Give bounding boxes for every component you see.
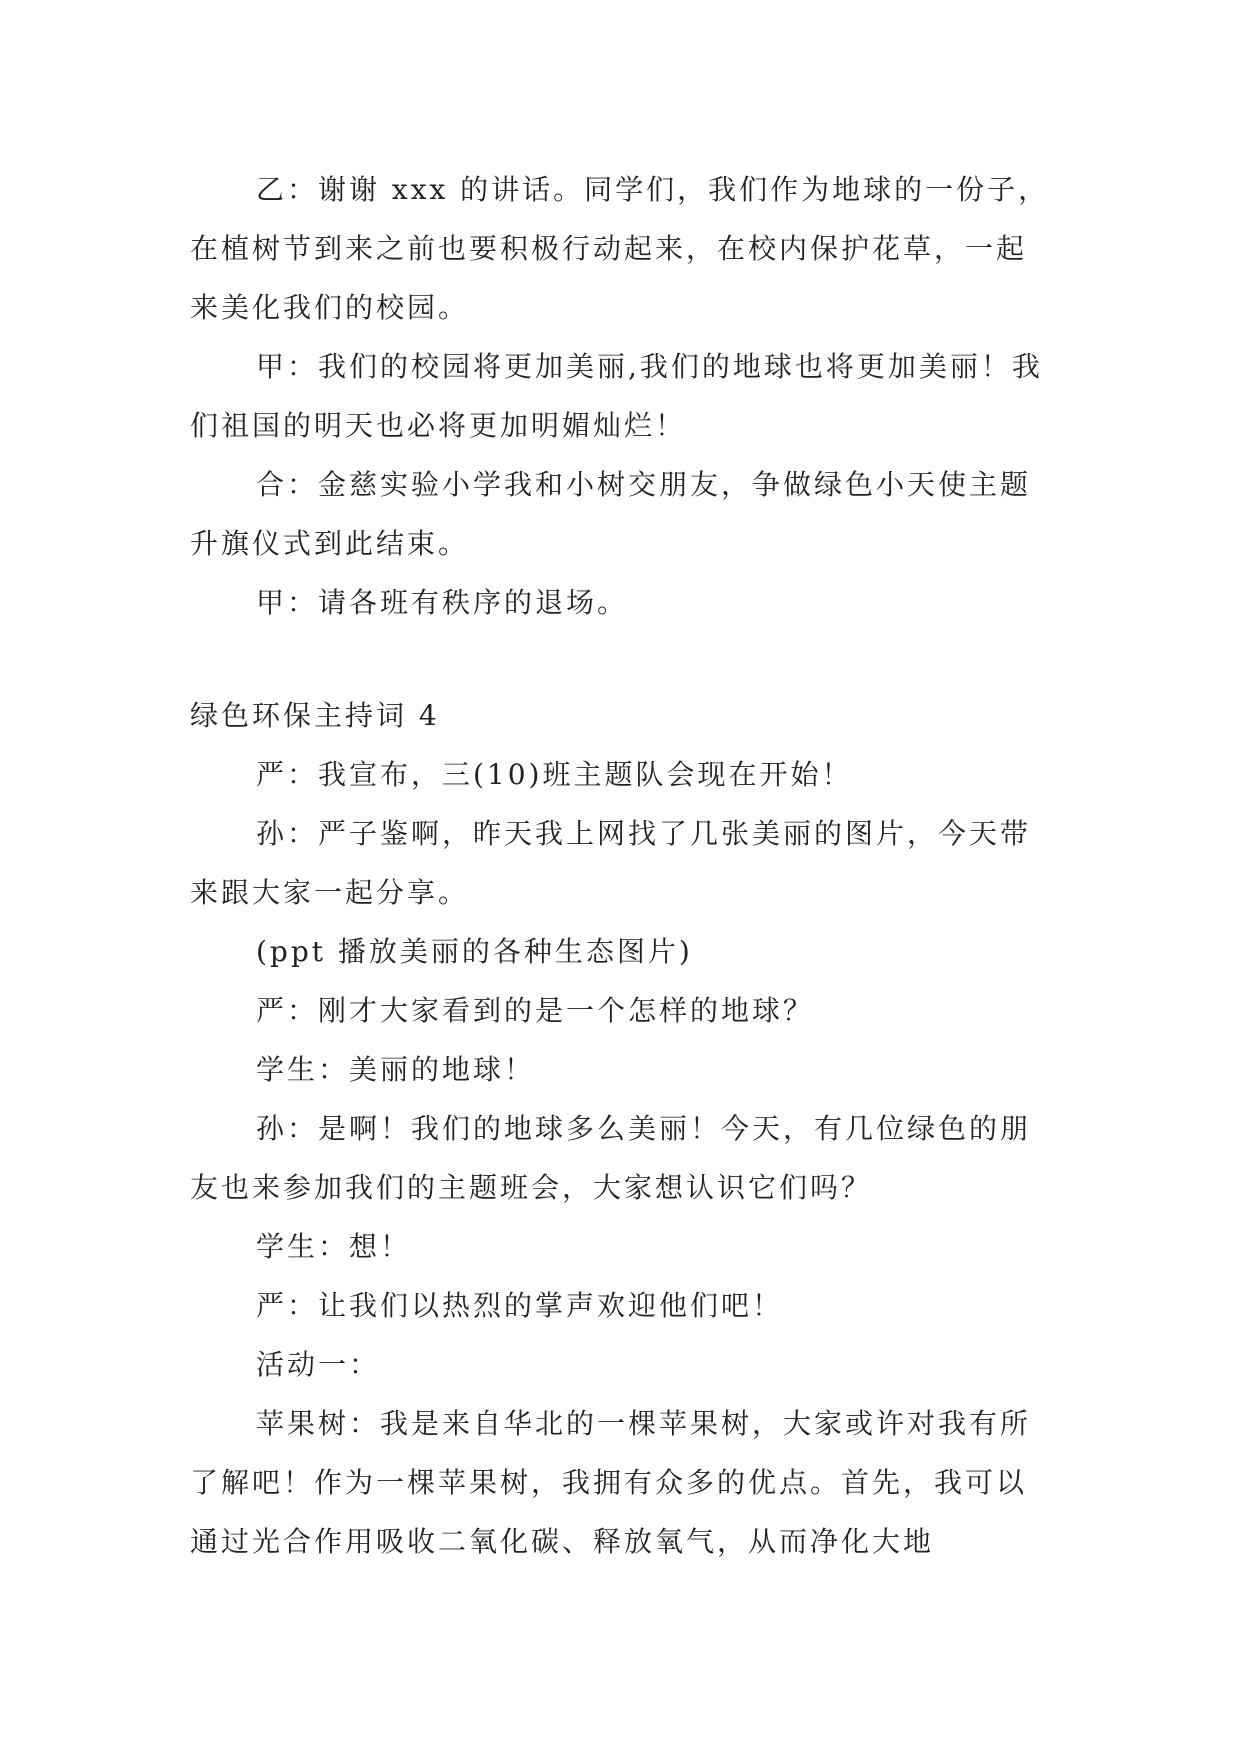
paragraph: 甲：请各班有秩序的退场。 bbox=[256, 586, 629, 619]
paragraph: 甲：我们的校园将更加美丽,我们的地球也将更加美丽！我们祖国的明天也必将更加明媚灿烂！ bbox=[190, 350, 1043, 442]
paragraph: 严：刚才大家看到的是一个怎样的地球？ bbox=[256, 994, 815, 1027]
paragraph: 苹果树：我是来自华北的一棵苹果树，大家或许对我有所了解吧！作为一棵苹果树，我拥有众多的优点。首先，我可以通过光合作用吸收二氧化碳、释放氧气，从而净化大地 bbox=[190, 1407, 1032, 1558]
section-heading: 绿色环保主持词 4 bbox=[190, 699, 440, 732]
paragraph: 学生：想！ bbox=[256, 1230, 412, 1263]
paragraph: 严：让我们以热烈的掌声欢迎他们吧！ bbox=[256, 1289, 784, 1322]
paragraph: (ppt 播放美丽的各种生态图片) bbox=[256, 935, 693, 968]
paragraph: 学生：美丽的地球！ bbox=[256, 1053, 536, 1086]
paragraph: 活动一： bbox=[256, 1348, 381, 1381]
paragraph: 严：我宣布，三(10)班主题队会现在开始！ bbox=[256, 758, 853, 791]
paragraph: 乙：谢谢 xxx 的讲话。同学们，我们作为地球的一份子，在植树节到来之前也要积极行动起来，在校内保护花草，一起来美化我们的校园。 bbox=[190, 173, 1050, 324]
paragraph: 合：金慈实验小学我和小树交朋友，争做绿色小天使主题升旗仪式到此结束。 bbox=[190, 468, 1032, 560]
paragraph: 孙：严子鉴啊，昨天我上网找了几张美丽的图片，今天带来跟大家一起分享。 bbox=[190, 817, 1032, 909]
paragraph: 孙：是啊！我们的地球多么美丽！今天，有几位绿色的朋友也来参加我们的主题班会，大家想认识它们吗？ bbox=[190, 1112, 1032, 1204]
document-page bbox=[190, 160, 1052, 1571]
